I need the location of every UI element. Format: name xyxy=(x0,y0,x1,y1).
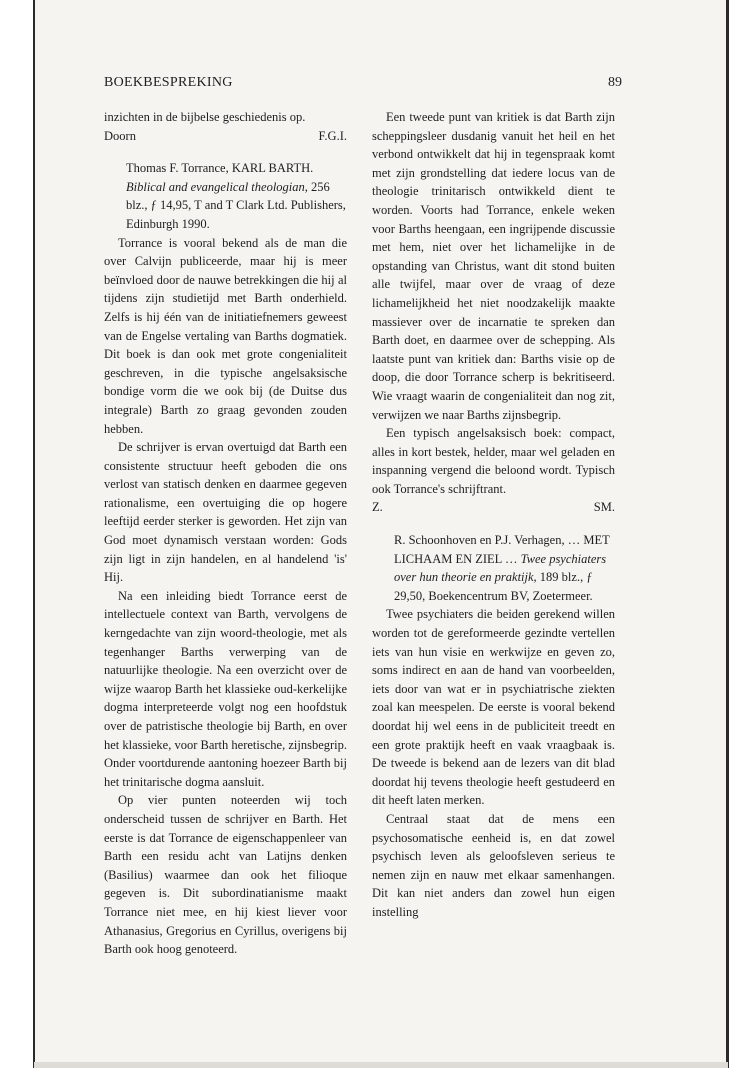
right-column xyxy=(372,108,615,922)
review-paragraph: Torrance is vooral bekend als de man die over Calvijn publiceerde, maar hij is meer beïnvloed door de nauwe betrekkingen die hij al tijdens zijn studietijd met Barth onderhield. Zelfs is hij één van de initiatiefnemers geweest van de Engelse vertaling van Barths dogmatiek. Dit boek is dan ook met grote congenialiteit geschreven, in die typische angelsaksische bondige vorm die we ook bij (de Duitse dus integrale) Barth zo graag gevonden zouden hebben. xyxy=(104,235,347,436)
review-paragraph: Een typisch angelsaksisch boek: compact, alles in kort bestek, helder, maar wel geladen en inspanning vergend die beloond wordt. Typisch ook Torrance's schrijftrant. xyxy=(372,426,615,496)
review-paragraph: Op vier punten noteerden wij toch onderscheid tussen de schrijver en Barth. Het eerste is dat Torrance de eigenschappenleer van Barth een residu acht van Latijns denken (Basilius) waarmee dan ook het filioque gegeven is. Dit subordinatianisme maakt Torrance niet mee, en hij kiest liever voor Athanasius, Gregorius en Cyrillus, overigens bij Barth ook hoog genoteerd. xyxy=(104,793,347,957)
previous-review-ending: inzichten in de bijbelse geschiedenis op. xyxy=(104,110,306,124)
previous-review-signature xyxy=(104,127,347,146)
review-heading-schoonhoven xyxy=(394,531,615,605)
review-author-title: R. Schoonhoven en P.J. Verhagen, … MET LICHAAM EN ZIEL … xyxy=(394,533,610,566)
signature-place: Z. xyxy=(372,500,383,515)
page-edge-right xyxy=(726,0,729,1068)
review-heading-torrance xyxy=(126,159,347,233)
signature-place: Doorn xyxy=(104,128,136,143)
signature-initials: SM. xyxy=(593,500,615,515)
scan-bottom-shadow xyxy=(34,1062,728,1068)
review-signature xyxy=(372,498,615,517)
review-paragraph: Centraal staat dat de mens een psychosomatische eenheid is, en dat zowel psychisch leven als geloofsleven serieus te nemen zijn en nauw met elkaar samenhangen. Dit kan niet anders dan zowel hun eigen instelling xyxy=(372,811,615,919)
left-column xyxy=(104,108,347,959)
review-paragraph: Twee psychiaters die beiden gerekend willen worden tot de gereformeerde gezindte vertellen iets van hun visie en werkwijze en geven zo, soms indirect en aan de hand van voorbeelden, iets door van wat er in psychiatrische ziekten zoal kan meespelen. De eerste is vooral bekend doordat hij wel eens in de publiciteit treedt en een grote praktijk heeft en vaak vraagbaak is. De tweede is bekend aan de lezers van dit blad doordat hij tevens theologie heeft gestudeerd en dit heeft laten merken. xyxy=(372,607,615,808)
review-paragraph: Een tweede punt van kritiek is dat Barth zijn scheppingsleer dusdanig vanuit het heil en het verbond ontwikkelt dat hij in tegenspraak komt met zijn grondstelling dat iedere locus van de theologie trinitarisch ontwikkeld dient te worden. Voorts had Torrance, enkele weken voor Barths heengaan, een ingrijpende discussie met hem, niet over het lichamelijke in de opstanding van Christus, want dit stond buiten alle twijfel, maar over de vraag of deze lichamelijkheid het niet noodzakelijk maakte massiever over de incarnatie te spreken dan Barth doet, en daarmee over de schepping. Als laatste punt van kritiek dan: Barths visie op de doop, die door Torrance scherp is bekritiseerd. Wie vraagt waarin de congenialiteit dan nog zit, verwijzen we naar Barths zijnsbegrip. xyxy=(372,110,615,422)
review-author-title: Thomas F. Torrance, KARL BARTH. xyxy=(126,161,314,176)
review-book-subtitle: Twee psychiaters over hun theorie en praktijk, xyxy=(394,551,607,585)
review-book-subtitle: Biblical and evangelical theologian, xyxy=(126,179,308,194)
page-number: 89 xyxy=(608,75,622,90)
review-book-details: 189 blz., ƒ 29,50, Boekencentrum BV, Zoetermeer. xyxy=(394,570,593,603)
signature-initials: F.G.I. xyxy=(318,128,347,143)
review-paragraph: De schrijver is ervan overtuigd dat Barth een consistente structuur heeft geboden die ons verlost van statisch denken en daarmee gegeven rationalisme, een overtuiging die op hogere leeftijd eerder sterker is geworden. Het zijn van God moet dynamisch verstaan worden: Gods zijn ligt in zijn handelen, en al handelend 'is' Hij. xyxy=(104,440,347,585)
running-header: BOEKBESPREKING xyxy=(104,75,233,90)
page-edge-left xyxy=(33,0,35,1068)
review-book-details: 256 blz., ƒ 14,95, T and T Clark Ltd. Publishers, Edinburgh 1990. xyxy=(126,179,346,231)
review-paragraph: Na een inleiding biedt Torrance eerst de intellectuele context van Barth, vervolgens de kerngedachte van zijn woord-theologie, met als tegenhanger Barths verwerping van de natuurlijke theologie. Na een overzicht over de wijze waarop Barth het klassieke oud-kerkelijke dogma interpreteerde volgt nog een hoofdstuk over de patristische theologie bij Barth, en over het klassieke, voor Barth heretische, zijnsbegrip. Onder voortdurende aantoning hoezeer Barth bij het trinitarische dogma aansluit. xyxy=(104,588,347,789)
